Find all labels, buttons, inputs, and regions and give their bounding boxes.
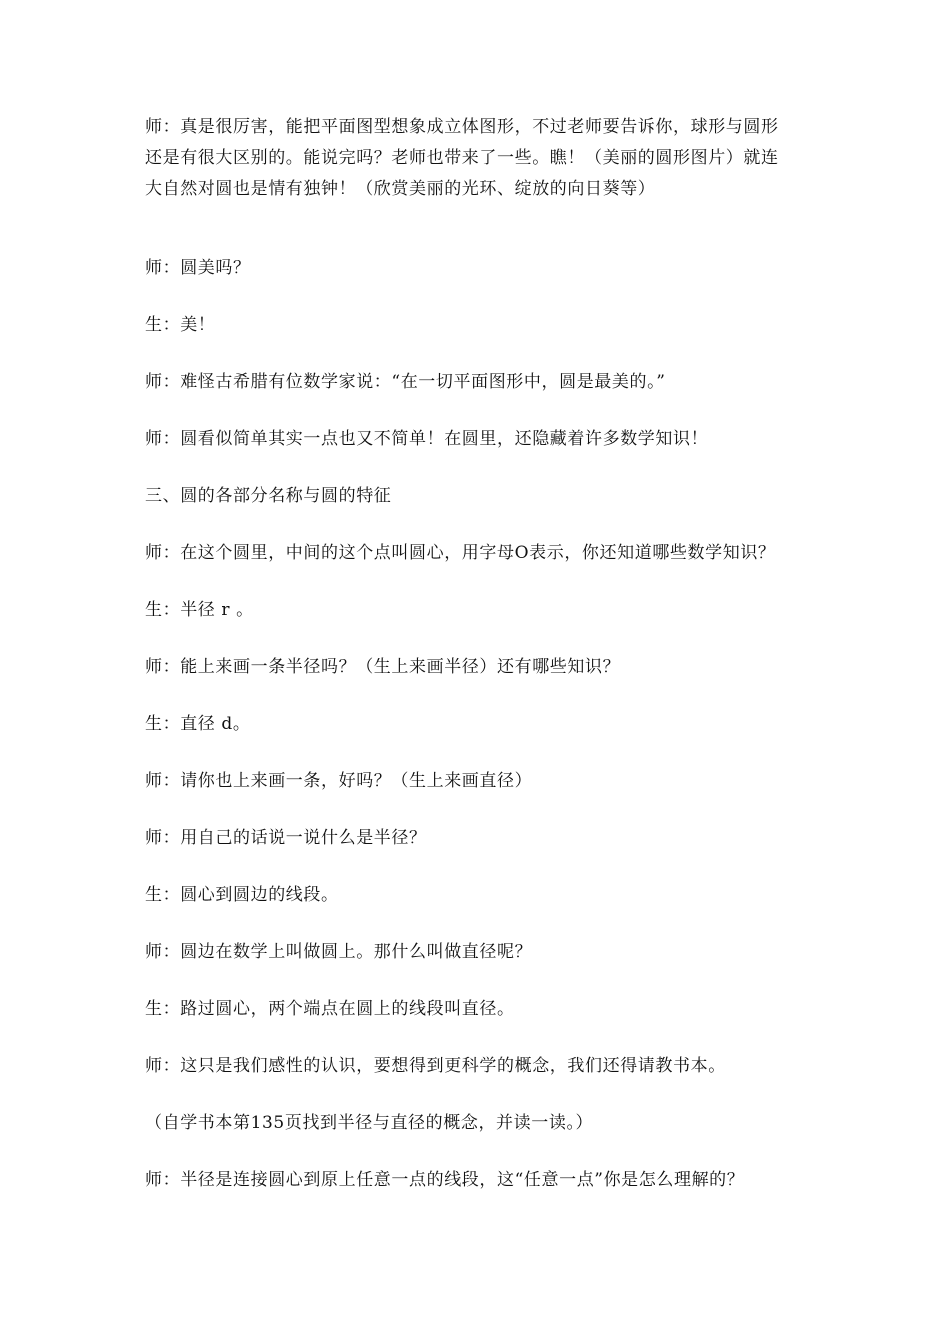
paragraph-dialogue: [145, 823, 815, 854]
text-line: 生：圆心到圆边的线段。: [145, 885, 339, 905]
text-line: 师：用自己的话说一说什么是半径？: [145, 828, 427, 848]
text-line: 三、圆的各部分名称与圆的特征: [145, 486, 392, 506]
paragraph-dialogue: [145, 253, 815, 284]
section-heading: [145, 481, 815, 512]
paragraph-dialogue: [145, 766, 815, 797]
text-line: 师：圆边在数学上叫做圆上。那什么叫做直径呢？: [145, 942, 533, 962]
text-line: 生：美！: [145, 315, 216, 335]
text-line: 师：难怪古希腊有位数学家说：“在一切平面图形中，圆是最美的。”: [145, 372, 666, 392]
paragraph-instruction: [145, 1108, 815, 1139]
paragraph-dialogue: [145, 367, 815, 398]
paragraph-dialogue: [145, 310, 815, 341]
paragraph-dialogue: [145, 595, 815, 626]
text-line: 生：直径 d。: [145, 714, 251, 734]
paragraph-dialogue: [145, 709, 815, 740]
text-line: 师：这只是我们感性的认识，要想得到更科学的概念，我们还得请教书本。: [145, 1056, 726, 1076]
text-line: 师：能上来画一条半径吗？（生上来画半径）还有哪些知识？: [145, 657, 621, 677]
text-line: 生：半径 r 。: [145, 600, 254, 620]
paragraph-teacher-intro: [145, 112, 815, 205]
paragraph-dialogue: [145, 424, 815, 455]
paragraph-dialogue: [145, 994, 815, 1025]
text-line: 师：真是很厉害，能把平面图型想象成立体图形，不过老师要告诉你，球形与圆形: [145, 117, 779, 137]
text-line: 师：半径是连接圆心到原上任意一点的线段，这“任意一点”你是怎么理解的？: [145, 1170, 745, 1190]
text-line: （自学书本第135页找到半径与直径的概念，并读一读。）: [145, 1113, 594, 1133]
paragraph-dialogue: [145, 937, 815, 968]
text-line: 还是有很大区别的。能说完吗？老师也带来了一些。瞧！（美丽的圆形图片）就连: [145, 148, 779, 168]
text-line: 师：圆美吗？: [145, 258, 251, 278]
text-line: 师：圆看似简单其实一点也又不简单！在圆里，还隐藏着许多数学知识！: [145, 429, 709, 449]
paragraph-dialogue: [145, 880, 815, 911]
paragraph-dialogue: [145, 1051, 815, 1082]
text-line: 师：在这个圆里，中间的这个点叫圆心，用字母O表示，你还知道哪些数学知识？: [145, 543, 776, 563]
text-line: 师：请你也上来画一条，好吗？（生上来画直径）: [145, 771, 533, 791]
paragraph-dialogue: [145, 652, 815, 683]
text-line: 生：路过圆心，两个端点在圆上的线段叫直径。: [145, 999, 515, 1019]
paragraph-dialogue: [145, 1165, 815, 1196]
text-line: 大自然对圆也是情有独钟！（欣赏美丽的光环、绽放的向日葵等）: [145, 179, 656, 199]
paragraph-dialogue: [145, 538, 815, 569]
